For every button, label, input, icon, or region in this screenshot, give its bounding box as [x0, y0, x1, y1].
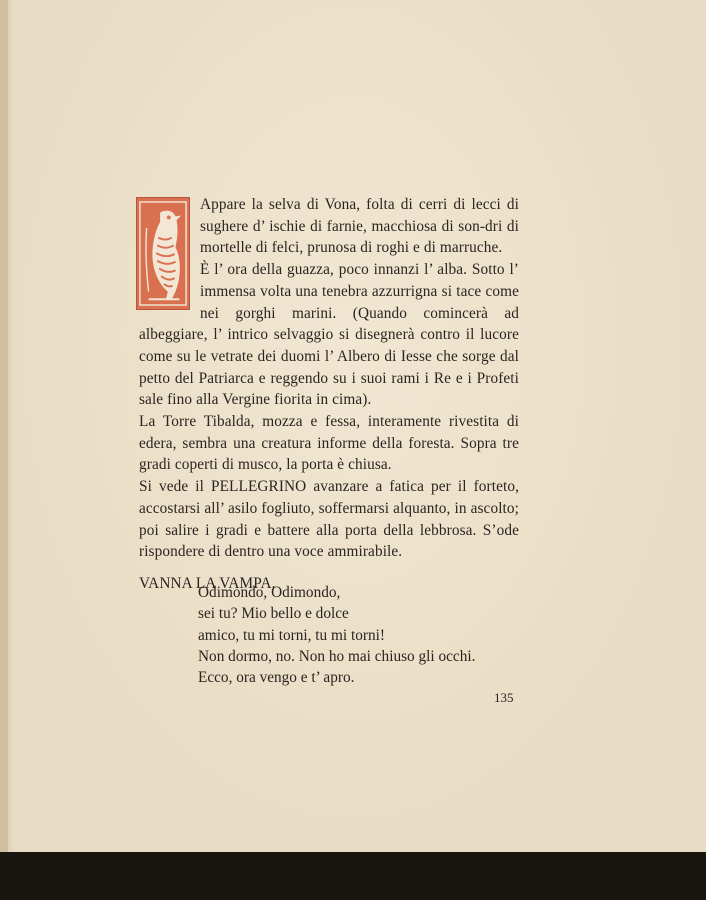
- verse-block: [198, 582, 528, 688]
- verse-line: Odimondo, Odimondo,: [198, 584, 341, 601]
- verse-line: sei tu? Mio bello e dolce: [198, 605, 349, 623]
- verse-line: amico, tu mi torni, tu mi torni!: [198, 626, 385, 644]
- woodcut-bird-icon: [136, 197, 190, 310]
- paragraph-1: Appare la selva di Vona, folta di cerri di lecci di sughere d’ ischie di farnie, macchiosa di son-dri di mortelle di felci, prunosa di roghi e di marruche.: [200, 196, 519, 257]
- verse-line: Ecco, ora vengo e t’ apro.: [198, 669, 355, 687]
- verse-line: Non dormo, no. Non ho mai chiuso gli occhi.: [198, 647, 476, 665]
- speaker-name: VANNA LA VAMPA.: [139, 574, 276, 592]
- paragraph-4: Si vede il PELLEGRINO avanzare a fatica per il forteto, accostarsi all’ asilo fogliuto, soffermarsi alquanto, in ascolto; poi salire i gradi e battere alla porta della lebbrosa. S’ode rispondere di dentro una voce ammirabile.: [139, 478, 519, 561]
- paragraph-2: È l’ ora della guazza, poco innanzi l’ alba. Sotto l’ immensa volta una tenebra azzurrigna si tace come nei gorghi marini. (Quando comincerà ad albeggiare, l’ intrico selvaggio si disegnerà contro il lucore come su le vetrate dei duomi l’ Albero di Iesse che sorge dal petto del Patriarca e reggendo su i suoi rami i Re e i Profeti sale fino alla Vergine fiorita in cima).: [139, 261, 519, 409]
- paragraph-3: La Torre Tibalda, mozza e fessa, interamente rivestita di edera, sembra una creatura informe della foresta. Sopra tre gradi coperti di musco, la porta è chiusa.: [139, 413, 519, 474]
- page-edge: [0, 0, 8, 852]
- body-text: [139, 194, 519, 609]
- page-number: 135: [494, 690, 514, 705]
- scan-background: [0, 852, 706, 900]
